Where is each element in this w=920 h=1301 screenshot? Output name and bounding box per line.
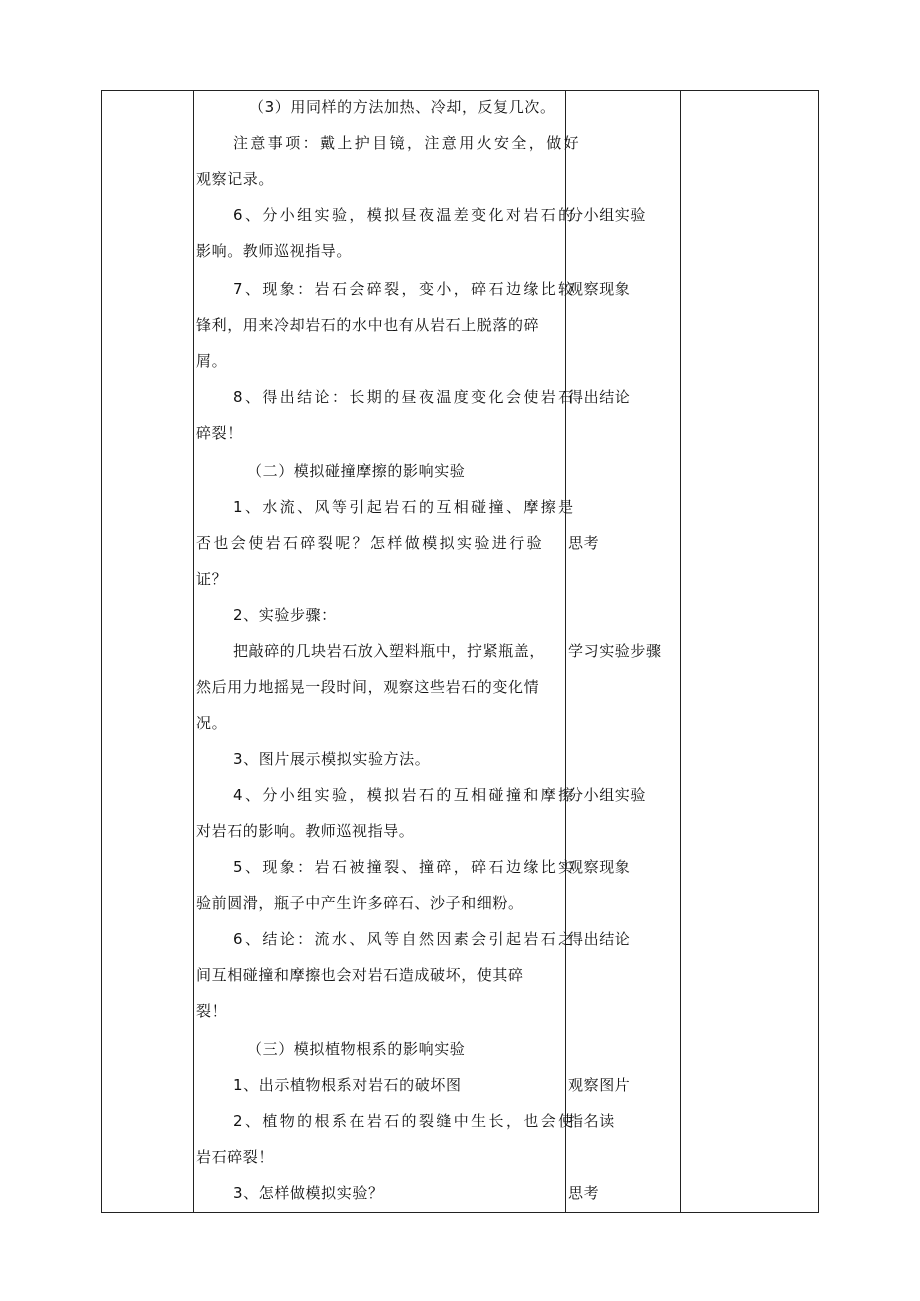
teacher-line: 验前圆滑，瓶子中产生许多碎石、沙子和细粉。 <box>196 894 524 912</box>
student-line: 思考 <box>568 534 600 552</box>
teacher-line: 3、怎样做模拟实验？ <box>233 1184 384 1202</box>
teacher-line: 6、分小组实验，模拟昼夜温差变化对岩石的 <box>233 206 576 224</box>
teacher-line: 影响。教师巡视指导。 <box>196 242 353 260</box>
student-line: 思考 <box>568 1184 600 1202</box>
student-line: 学习实验步骤 <box>568 642 662 660</box>
teacher-line: 证？ <box>196 570 228 588</box>
teacher-line: 裂！ <box>196 1002 228 1020</box>
teacher-line: 2、植物的根系在岩石的裂缝中生长，也会使 <box>233 1112 576 1130</box>
teacher-line: 间互相碰撞和摩擦也会对岩石造成破坏，使其碎 <box>196 966 524 984</box>
student-line: 观察图片 <box>568 1076 631 1094</box>
teacher-line: 6、结论：流水、风等自然因素会引起岩石之 <box>233 930 576 948</box>
section-heading: （二）模拟碰撞摩擦的影响实验 <box>247 462 466 480</box>
student-line: 分小组实验 <box>568 206 647 224</box>
column-divider-2 <box>565 91 566 1212</box>
teacher-line: 对岩石的影响。教师巡视指导。 <box>196 822 415 840</box>
column-divider-3 <box>680 91 681 1212</box>
column-divider-1 <box>193 91 194 1212</box>
teacher-line: 然后用力地摇晃一段时间，观察这些岩石的变化情 <box>196 678 540 696</box>
student-line: 指名读 <box>568 1112 615 1130</box>
teacher-line: 把敲碎的几块岩石放入塑料瓶中，拧紧瓶盖， <box>233 642 546 660</box>
teacher-line: 岩石碎裂！ <box>196 1148 275 1166</box>
teacher-line: 观察记录。 <box>196 170 275 188</box>
student-line: 观察现象 <box>568 280 631 298</box>
student-line: 分小组实验 <box>568 786 647 804</box>
teacher-line: 1、水流、风等引起岩石的互相碰撞、摩擦是 <box>233 498 576 516</box>
teacher-line: 注意事项：戴上护目镜，注意用火安全，做好 <box>233 134 582 152</box>
student-line: 得出结论 <box>568 388 631 406</box>
section-heading: （三）模拟植物根系的影响实验 <box>247 1040 466 1058</box>
teacher-line: 屑。 <box>196 352 228 370</box>
teacher-line: 5、现象：岩石被撞裂、撞碎，碎石边缘比实 <box>233 858 576 876</box>
student-line: 观察现象 <box>568 858 631 876</box>
teacher-line: 2、实验步骤： <box>233 606 337 624</box>
teacher-line: 碎裂！ <box>196 424 243 442</box>
teacher-line: 4、分小组实验，模拟岩石的互相碰撞和摩擦 <box>233 786 576 804</box>
teacher-line: （3）用同样的方法加热、冷却，反复几次。 <box>249 98 556 116</box>
teacher-line: 否也会使岩石碎裂呢？怎样做模拟实验进行验 <box>196 534 545 552</box>
teacher-line: 3、图片展示模拟实验方法。 <box>233 750 431 768</box>
teacher-line: 7、现象：岩石会碎裂，变小，碎石边缘比较 <box>233 280 576 298</box>
teacher-line: 8、得出结论：长期的昼夜温度变化会使岩石 <box>233 388 576 406</box>
student-line: 得出结论 <box>568 930 631 948</box>
teacher-line: 锋利，用来冷却岩石的水中也有从岩石上脱落的碎 <box>196 316 540 334</box>
teacher-line: 1、出示植物根系对岩石的破坏图 <box>233 1076 462 1094</box>
teacher-line: 况。 <box>196 714 228 732</box>
